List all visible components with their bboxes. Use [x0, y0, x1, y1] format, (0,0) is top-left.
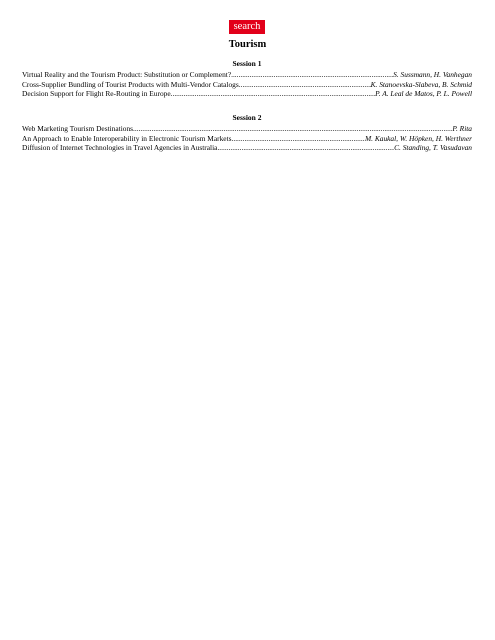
- paper-title: Web Marketing Tourism Destinations: [22, 124, 134, 133]
- paper-authors: P. Rita: [452, 124, 472, 133]
- toc-entry[interactable]: [22, 134, 472, 144]
- paper-authors: K. Stanoevska-Slabeva, B. Schmid: [370, 79, 472, 89]
- toc-entry[interactable]: [22, 124, 472, 134]
- session-heading: Session 2: [232, 113, 262, 122]
- toc-entry[interactable]: [22, 70, 472, 80]
- dot-leader: [231, 70, 393, 79]
- dot-leader: [217, 143, 394, 152]
- paper-title: Virtual Reality and the Tourism Product: Substitution or Complement?: [22, 70, 232, 79]
- toc-entry[interactable]: [22, 143, 472, 153]
- toc-entry[interactable]: [22, 89, 472, 99]
- paper-title: An Approach to Enable Interoperability in Electronic Tourism Markets: [22, 133, 232, 143]
- dot-leader: [239, 80, 371, 89]
- paper-authors: S. Sussmann, H. Vanhegan: [393, 70, 472, 79]
- paper-authors: C. Standing, T. Vasudavan: [394, 143, 472, 152]
- paper-title: Cross-Supplier Bundling of Tourist Products with Multi-Vendor Catalogs: [22, 79, 239, 89]
- paper-authors: P. A. Leal de Matos, P. L. Powell: [375, 89, 472, 98]
- paper-authors: M. Kaukal, W. Höpken, H. Werthner: [364, 133, 472, 143]
- dot-leader: [232, 134, 365, 143]
- dot-leader: [133, 124, 452, 133]
- page-title: Tourism: [228, 39, 267, 50]
- search-button[interactable]: search: [229, 20, 265, 34]
- session-1-section: [22, 59, 472, 99]
- paper-title: Decision Support for Flight Re-Routing in Europe: [22, 89, 171, 98]
- toc-entry[interactable]: [22, 80, 472, 90]
- session-heading: Session 1: [232, 59, 262, 68]
- paper-title: Diffusion of Internet Technologies in Travel Agencies in Australia: [22, 143, 218, 152]
- dot-leader: [171, 89, 375, 98]
- session-2-section: [22, 113, 472, 153]
